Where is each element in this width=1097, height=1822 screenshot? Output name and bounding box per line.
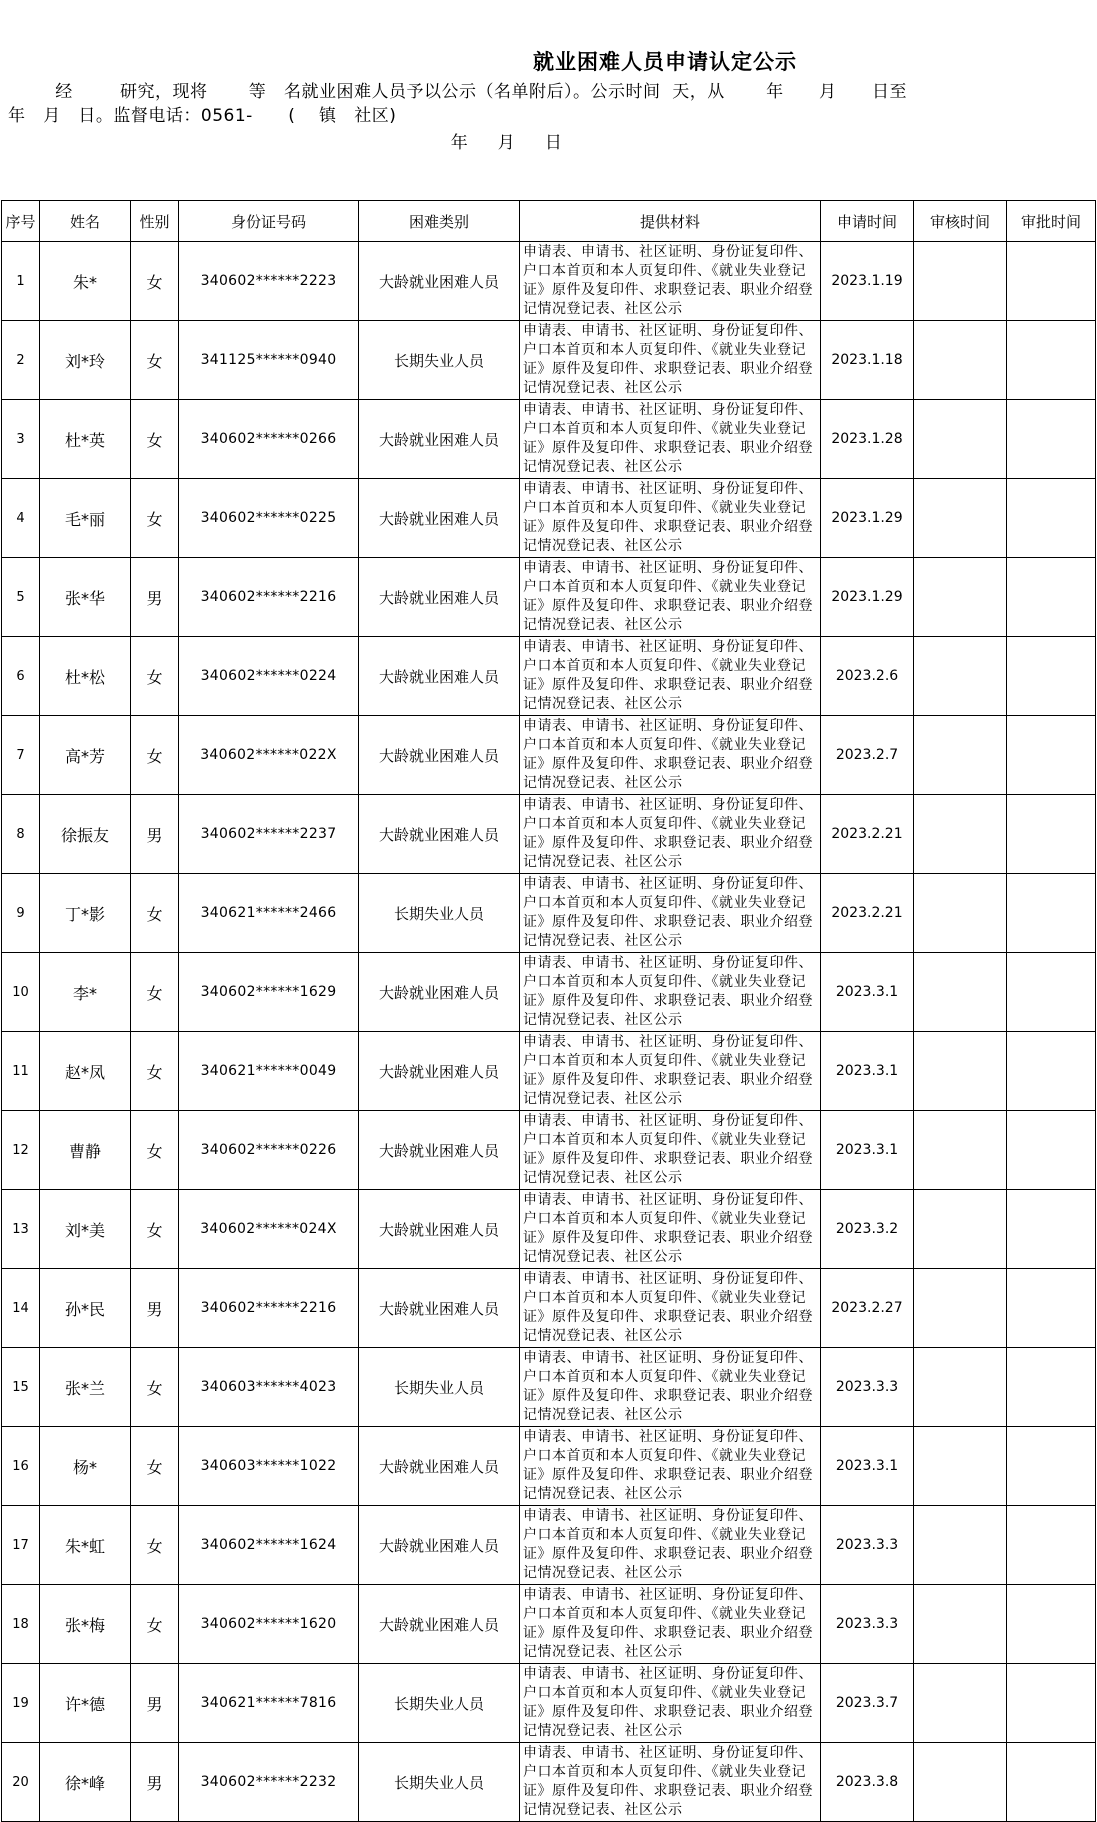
cell-seq: 15 xyxy=(2,1348,40,1427)
cell-review-date xyxy=(914,1269,1007,1348)
table-row xyxy=(2,795,1096,874)
header-category: 困难类别 xyxy=(359,201,520,242)
cell-materials: 申请表、申请书、社区证明、身份证复印件、户口本首页和本人页复印件、《就业失业登记证》原件及复印件、求职登记表、职业介绍登记情况登记表、社区公示 xyxy=(520,1032,821,1111)
cell-category: 大龄就业困难人员 xyxy=(359,795,520,874)
cell-apply-date: 2023.1.29 xyxy=(821,558,914,637)
cell-seq: 18 xyxy=(2,1585,40,1664)
cell-seq: 16 xyxy=(2,1427,40,1506)
cell-seq: 6 xyxy=(2,637,40,716)
cell-name: 朱* xyxy=(40,242,131,321)
cell-name: 张*梅 xyxy=(40,1585,131,1664)
cell-approve-date xyxy=(1007,558,1096,637)
table-row xyxy=(2,1348,1096,1427)
cell-category: 大龄就业困难人员 xyxy=(359,716,520,795)
cell-review-date xyxy=(914,953,1007,1032)
cell-seq: 19 xyxy=(2,1664,40,1743)
header-review-date: 审核时间 xyxy=(914,201,1007,242)
table-row xyxy=(2,479,1096,558)
cell-approve-date xyxy=(1007,1190,1096,1269)
cell-name: 赵*凤 xyxy=(40,1032,131,1111)
cell-review-date xyxy=(914,242,1007,321)
cell-seq: 8 xyxy=(2,795,40,874)
table-row xyxy=(2,874,1096,953)
cell-gender: 女 xyxy=(131,716,179,795)
notice-title: 就业困难人员申请认定公示 xyxy=(533,49,797,74)
cell-name: 张*兰 xyxy=(40,1348,131,1427)
cell-category: 大龄就业困难人员 xyxy=(359,953,520,1032)
cell-apply-date: 2023.3.1 xyxy=(821,1111,914,1190)
cell-gender: 女 xyxy=(131,321,179,400)
table-row xyxy=(2,1664,1096,1743)
cell-apply-date: 2023.2.6 xyxy=(821,637,914,716)
cell-id-number: 340602******022X xyxy=(179,716,359,795)
cell-id-number: 340603******1022 xyxy=(179,1427,359,1506)
cell-materials: 申请表、申请书、社区证明、身份证复印件、户口本首页和本人页复印件、《就业失业登记证》原件及复印件、求职登记表、职业介绍登记情况登记表、社区公示 xyxy=(520,321,821,400)
cell-id-number: 340602******0224 xyxy=(179,637,359,716)
cell-materials: 申请表、申请书、社区证明、身份证复印件、户口本首页和本人页复印件、《就业失业登记证》原件及复印件、求职登记表、职业介绍登记情况登记表、社区公示 xyxy=(520,637,821,716)
cell-seq: 3 xyxy=(2,400,40,479)
cell-apply-date: 2023.3.2 xyxy=(821,1190,914,1269)
cell-review-date xyxy=(914,400,1007,479)
cell-approve-date xyxy=(1007,716,1096,795)
cell-gender: 女 xyxy=(131,1585,179,1664)
cell-name: 杜*松 xyxy=(40,637,131,716)
cell-category: 大龄就业困难人员 xyxy=(359,1585,520,1664)
table-row xyxy=(2,1743,1096,1822)
cell-seq: 2 xyxy=(2,321,40,400)
cell-gender: 男 xyxy=(131,1664,179,1743)
header-id-number: 身份证号码 xyxy=(179,201,359,242)
cell-category: 大龄就业困难人员 xyxy=(359,479,520,558)
cell-category: 大龄就业困难人员 xyxy=(359,1269,520,1348)
cell-materials: 申请表、申请书、社区证明、身份证复印件、户口本首页和本人页复印件、《就业失业登记证》原件及复印件、求职登记表、职业介绍登记情况登记表、社区公示 xyxy=(520,1111,821,1190)
cell-approve-date xyxy=(1007,1427,1096,1506)
cell-materials: 申请表、申请书、社区证明、身份证复印件、户口本首页和本人页复印件、《就业失业登记证》原件及复印件、求职登记表、职业介绍登记情况登记表、社区公示 xyxy=(520,558,821,637)
cell-name: 丁*影 xyxy=(40,874,131,953)
cell-category: 长期失业人员 xyxy=(359,321,520,400)
cell-gender: 女 xyxy=(131,1111,179,1190)
cell-gender: 女 xyxy=(131,1190,179,1269)
cell-approve-date xyxy=(1007,242,1096,321)
table-row xyxy=(2,953,1096,1032)
cell-name: 朱*虹 xyxy=(40,1506,131,1585)
table-header-row xyxy=(2,201,1096,242)
cell-apply-date: 2023.2.21 xyxy=(821,795,914,874)
cell-approve-date xyxy=(1007,1269,1096,1348)
table-row xyxy=(2,1427,1096,1506)
cell-apply-date: 2023.1.18 xyxy=(821,321,914,400)
cell-review-date xyxy=(914,795,1007,874)
cell-gender: 女 xyxy=(131,479,179,558)
cell-materials: 申请表、申请书、社区证明、身份证复印件、户口本首页和本人页复印件、《就业失业登记证》原件及复印件、求职登记表、职业介绍登记情况登记表、社区公示 xyxy=(520,1743,821,1822)
cell-apply-date: 2023.3.3 xyxy=(821,1506,914,1585)
cell-review-date xyxy=(914,874,1007,953)
table-row xyxy=(2,1190,1096,1269)
cell-apply-date: 2023.1.19 xyxy=(821,242,914,321)
cell-seq: 7 xyxy=(2,716,40,795)
cell-materials: 申请表、申请书、社区证明、身份证复印件、户口本首页和本人页复印件、《就业失业登记证》原件及复印件、求职登记表、职业介绍登记情况登记表、社区公示 xyxy=(520,1269,821,1348)
cell-apply-date: 2023.3.8 xyxy=(821,1743,914,1822)
cell-approve-date xyxy=(1007,1664,1096,1743)
cell-category: 大龄就业困难人员 xyxy=(359,400,520,479)
cell-review-date xyxy=(914,1585,1007,1664)
cell-gender: 女 xyxy=(131,1348,179,1427)
cell-materials: 申请表、申请书、社区证明、身份证复印件、户口本首页和本人页复印件、《就业失业登记证》原件及复印件、求职登记表、职业介绍登记情况登记表、社区公示 xyxy=(520,795,821,874)
cell-name: 李* xyxy=(40,953,131,1032)
cell-seq: 20 xyxy=(2,1743,40,1822)
cell-review-date xyxy=(914,637,1007,716)
cell-gender: 女 xyxy=(131,1506,179,1585)
cell-category: 大龄就业困难人员 xyxy=(359,1506,520,1585)
table-row xyxy=(2,558,1096,637)
cell-gender: 女 xyxy=(131,1427,179,1506)
cell-id-number: 340602******2223 xyxy=(179,242,359,321)
cell-gender: 女 xyxy=(131,874,179,953)
cell-materials: 申请表、申请书、社区证明、身份证复印件、户口本首页和本人页复印件、《就业失业登记证》原件及复印件、求职登记表、职业介绍登记情况登记表、社区公示 xyxy=(520,716,821,795)
cell-gender: 男 xyxy=(131,795,179,874)
cell-id-number: 340602******0266 xyxy=(179,400,359,479)
cell-seq: 1 xyxy=(2,242,40,321)
cell-review-date xyxy=(914,1111,1007,1190)
cell-approve-date xyxy=(1007,874,1096,953)
cell-category: 长期失业人员 xyxy=(359,1348,520,1427)
cell-materials: 申请表、申请书、社区证明、身份证复印件、户口本首页和本人页复印件、《就业失业登记证》原件及复印件、求职登记表、职业介绍登记情况登记表、社区公示 xyxy=(520,953,821,1032)
header-materials: 提供材料 xyxy=(520,201,821,242)
cell-name: 许*德 xyxy=(40,1664,131,1743)
cell-category: 大龄就业困难人员 xyxy=(359,1111,520,1190)
cell-approve-date xyxy=(1007,1032,1096,1111)
cell-gender: 男 xyxy=(131,558,179,637)
header-name: 姓名 xyxy=(40,201,131,242)
table-row xyxy=(2,1269,1096,1348)
cell-gender: 女 xyxy=(131,637,179,716)
cell-id-number: 340602******0226 xyxy=(179,1111,359,1190)
cell-review-date xyxy=(914,1190,1007,1269)
cell-gender: 女 xyxy=(131,1032,179,1111)
cell-category: 大龄就业困难人员 xyxy=(359,558,520,637)
cell-materials: 申请表、申请书、社区证明、身份证复印件、户口本首页和本人页复印件、《就业失业登记证》原件及复印件、求职登记表、职业介绍登记情况登记表、社区公示 xyxy=(520,1506,821,1585)
cell-seq: 11 xyxy=(2,1032,40,1111)
cell-approve-date xyxy=(1007,637,1096,716)
cell-materials: 申请表、申请书、社区证明、身份证复印件、户口本首页和本人页复印件、《就业失业登记证》原件及复印件、求职登记表、职业介绍登记情况登记表、社区公示 xyxy=(520,242,821,321)
cell-id-number: 340602******2216 xyxy=(179,1269,359,1348)
notice-text-line-2: 年 月 日。监督电话：0561- ( 镇 社区) xyxy=(8,106,397,126)
cell-approve-date xyxy=(1007,1348,1096,1427)
cell-id-number: 340621******7816 xyxy=(179,1664,359,1743)
applicant-table xyxy=(1,200,1096,1822)
cell-id-number: 340602******1620 xyxy=(179,1585,359,1664)
cell-apply-date: 2023.3.7 xyxy=(821,1664,914,1743)
cell-id-number: 340602******1624 xyxy=(179,1506,359,1585)
cell-seq: 12 xyxy=(2,1111,40,1190)
cell-id-number: 340621******0049 xyxy=(179,1032,359,1111)
cell-seq: 14 xyxy=(2,1269,40,1348)
cell-review-date xyxy=(914,479,1007,558)
cell-approve-date xyxy=(1007,795,1096,874)
cell-id-number: 340602******024X xyxy=(179,1190,359,1269)
cell-review-date xyxy=(914,1506,1007,1585)
cell-category: 长期失业人员 xyxy=(359,1664,520,1743)
cell-materials: 申请表、申请书、社区证明、身份证复印件、户口本首页和本人页复印件、《就业失业登记证》原件及复印件、求职登记表、职业介绍登记情况登记表、社区公示 xyxy=(520,1585,821,1664)
cell-seq: 13 xyxy=(2,1190,40,1269)
cell-name: 徐振友 xyxy=(40,795,131,874)
cell-seq: 10 xyxy=(2,953,40,1032)
cell-seq: 9 xyxy=(2,874,40,953)
cell-approve-date xyxy=(1007,479,1096,558)
cell-name: 毛*丽 xyxy=(40,479,131,558)
cell-gender: 男 xyxy=(131,1269,179,1348)
cell-apply-date: 2023.1.29 xyxy=(821,479,914,558)
cell-apply-date: 2023.3.3 xyxy=(821,1585,914,1664)
cell-materials: 申请表、申请书、社区证明、身份证复印件、户口本首页和本人页复印件、《就业失业登记证》原件及复印件、求职登记表、职业介绍登记情况登记表、社区公示 xyxy=(520,1427,821,1506)
cell-approve-date xyxy=(1007,1743,1096,1822)
cell-apply-date: 2023.2.21 xyxy=(821,874,914,953)
cell-approve-date xyxy=(1007,1585,1096,1664)
table-row xyxy=(2,716,1096,795)
table-row xyxy=(2,1585,1096,1664)
table-row xyxy=(2,1506,1096,1585)
cell-approve-date xyxy=(1007,1506,1096,1585)
cell-seq: 17 xyxy=(2,1506,40,1585)
table-row xyxy=(2,1111,1096,1190)
cell-category: 大龄就业困难人员 xyxy=(359,1032,520,1111)
cell-category: 大龄就业困难人员 xyxy=(359,242,520,321)
cell-review-date xyxy=(914,321,1007,400)
cell-apply-date: 2023.2.27 xyxy=(821,1269,914,1348)
cell-apply-date: 2023.3.1 xyxy=(821,1032,914,1111)
cell-seq: 5 xyxy=(2,558,40,637)
cell-id-number: 340602******1629 xyxy=(179,953,359,1032)
cell-approve-date xyxy=(1007,321,1096,400)
cell-approve-date xyxy=(1007,1111,1096,1190)
cell-materials: 申请表、申请书、社区证明、身份证复印件、户口本首页和本人页复印件、《就业失业登记证》原件及复印件、求职登记表、职业介绍登记情况登记表、社区公示 xyxy=(520,1348,821,1427)
cell-category: 大龄就业困难人员 xyxy=(359,1190,520,1269)
cell-review-date xyxy=(914,1032,1007,1111)
cell-gender: 女 xyxy=(131,242,179,321)
header-approve-date: 审批时间 xyxy=(1007,201,1096,242)
header-gender: 性别 xyxy=(131,201,179,242)
notice-date-line: 年 月 日 xyxy=(8,133,563,153)
cell-id-number: 340602******2232 xyxy=(179,1743,359,1822)
cell-gender: 男 xyxy=(131,1743,179,1822)
cell-apply-date: 2023.3.1 xyxy=(821,1427,914,1506)
cell-review-date xyxy=(914,1743,1007,1822)
cell-category: 长期失业人员 xyxy=(359,1743,520,1822)
table-row xyxy=(2,321,1096,400)
cell-seq: 4 xyxy=(2,479,40,558)
cell-materials: 申请表、申请书、社区证明、身份证复印件、户口本首页和本人页复印件、《就业失业登记证》原件及复印件、求职登记表、职业介绍登记情况登记表、社区公示 xyxy=(520,874,821,953)
cell-apply-date: 2023.2.7 xyxy=(821,716,914,795)
header-seq: 序号 xyxy=(2,201,40,242)
cell-review-date xyxy=(914,1427,1007,1506)
cell-apply-date: 2023.3.3 xyxy=(821,1348,914,1427)
cell-id-number: 340621******2466 xyxy=(179,874,359,953)
cell-materials: 申请表、申请书、社区证明、身份证复印件、户口本首页和本人页复印件、《就业失业登记证》原件及复印件、求职登记表、职业介绍登记情况登记表、社区公示 xyxy=(520,479,821,558)
cell-id-number: 340602******2216 xyxy=(179,558,359,637)
cell-apply-date: 2023.1.28 xyxy=(821,400,914,479)
cell-review-date xyxy=(914,1664,1007,1743)
cell-name: 曹静 xyxy=(40,1111,131,1190)
notice-text-line-1: 经 研究，现将 等 名就业困难人员予以公示（名单附后）。公示时间 天，从 年 月 日至 xyxy=(8,82,907,102)
cell-review-date xyxy=(914,558,1007,637)
table-row xyxy=(2,242,1096,321)
cell-name: 高*芳 xyxy=(40,716,131,795)
cell-materials: 申请表、申请书、社区证明、身份证复印件、户口本首页和本人页复印件、《就业失业登记证》原件及复印件、求职登记表、职业介绍登记情况登记表、社区公示 xyxy=(520,1664,821,1743)
table-row xyxy=(2,400,1096,479)
cell-materials: 申请表、申请书、社区证明、身份证复印件、户口本首页和本人页复印件、《就业失业登记证》原件及复印件、求职登记表、职业介绍登记情况登记表、社区公示 xyxy=(520,1190,821,1269)
table-row xyxy=(2,637,1096,716)
cell-id-number: 340602******2237 xyxy=(179,795,359,874)
cell-approve-date xyxy=(1007,400,1096,479)
cell-name: 杨* xyxy=(40,1427,131,1506)
cell-name: 徐*峰 xyxy=(40,1743,131,1822)
cell-review-date xyxy=(914,716,1007,795)
cell-name: 刘*美 xyxy=(40,1190,131,1269)
cell-apply-date: 2023.3.1 xyxy=(821,953,914,1032)
cell-name: 张*华 xyxy=(40,558,131,637)
table-row xyxy=(2,1032,1096,1111)
cell-name: 孙*民 xyxy=(40,1269,131,1348)
cell-id-number: 340602******0225 xyxy=(179,479,359,558)
cell-id-number: 340603******4023 xyxy=(179,1348,359,1427)
cell-category: 大龄就业困难人员 xyxy=(359,1427,520,1506)
cell-name: 杜*英 xyxy=(40,400,131,479)
cell-gender: 女 xyxy=(131,953,179,1032)
cell-review-date xyxy=(914,1348,1007,1427)
cell-gender: 女 xyxy=(131,400,179,479)
cell-category: 大龄就业困难人员 xyxy=(359,637,520,716)
cell-id-number: 341125******0940 xyxy=(179,321,359,400)
cell-approve-date xyxy=(1007,953,1096,1032)
cell-category: 长期失业人员 xyxy=(359,874,520,953)
cell-materials: 申请表、申请书、社区证明、身份证复印件、户口本首页和本人页复印件、《就业失业登记证》原件及复印件、求职登记表、职业介绍登记情况登记表、社区公示 xyxy=(520,400,821,479)
header-apply-date: 申请时间 xyxy=(821,201,914,242)
cell-name: 刘*玲 xyxy=(40,321,131,400)
